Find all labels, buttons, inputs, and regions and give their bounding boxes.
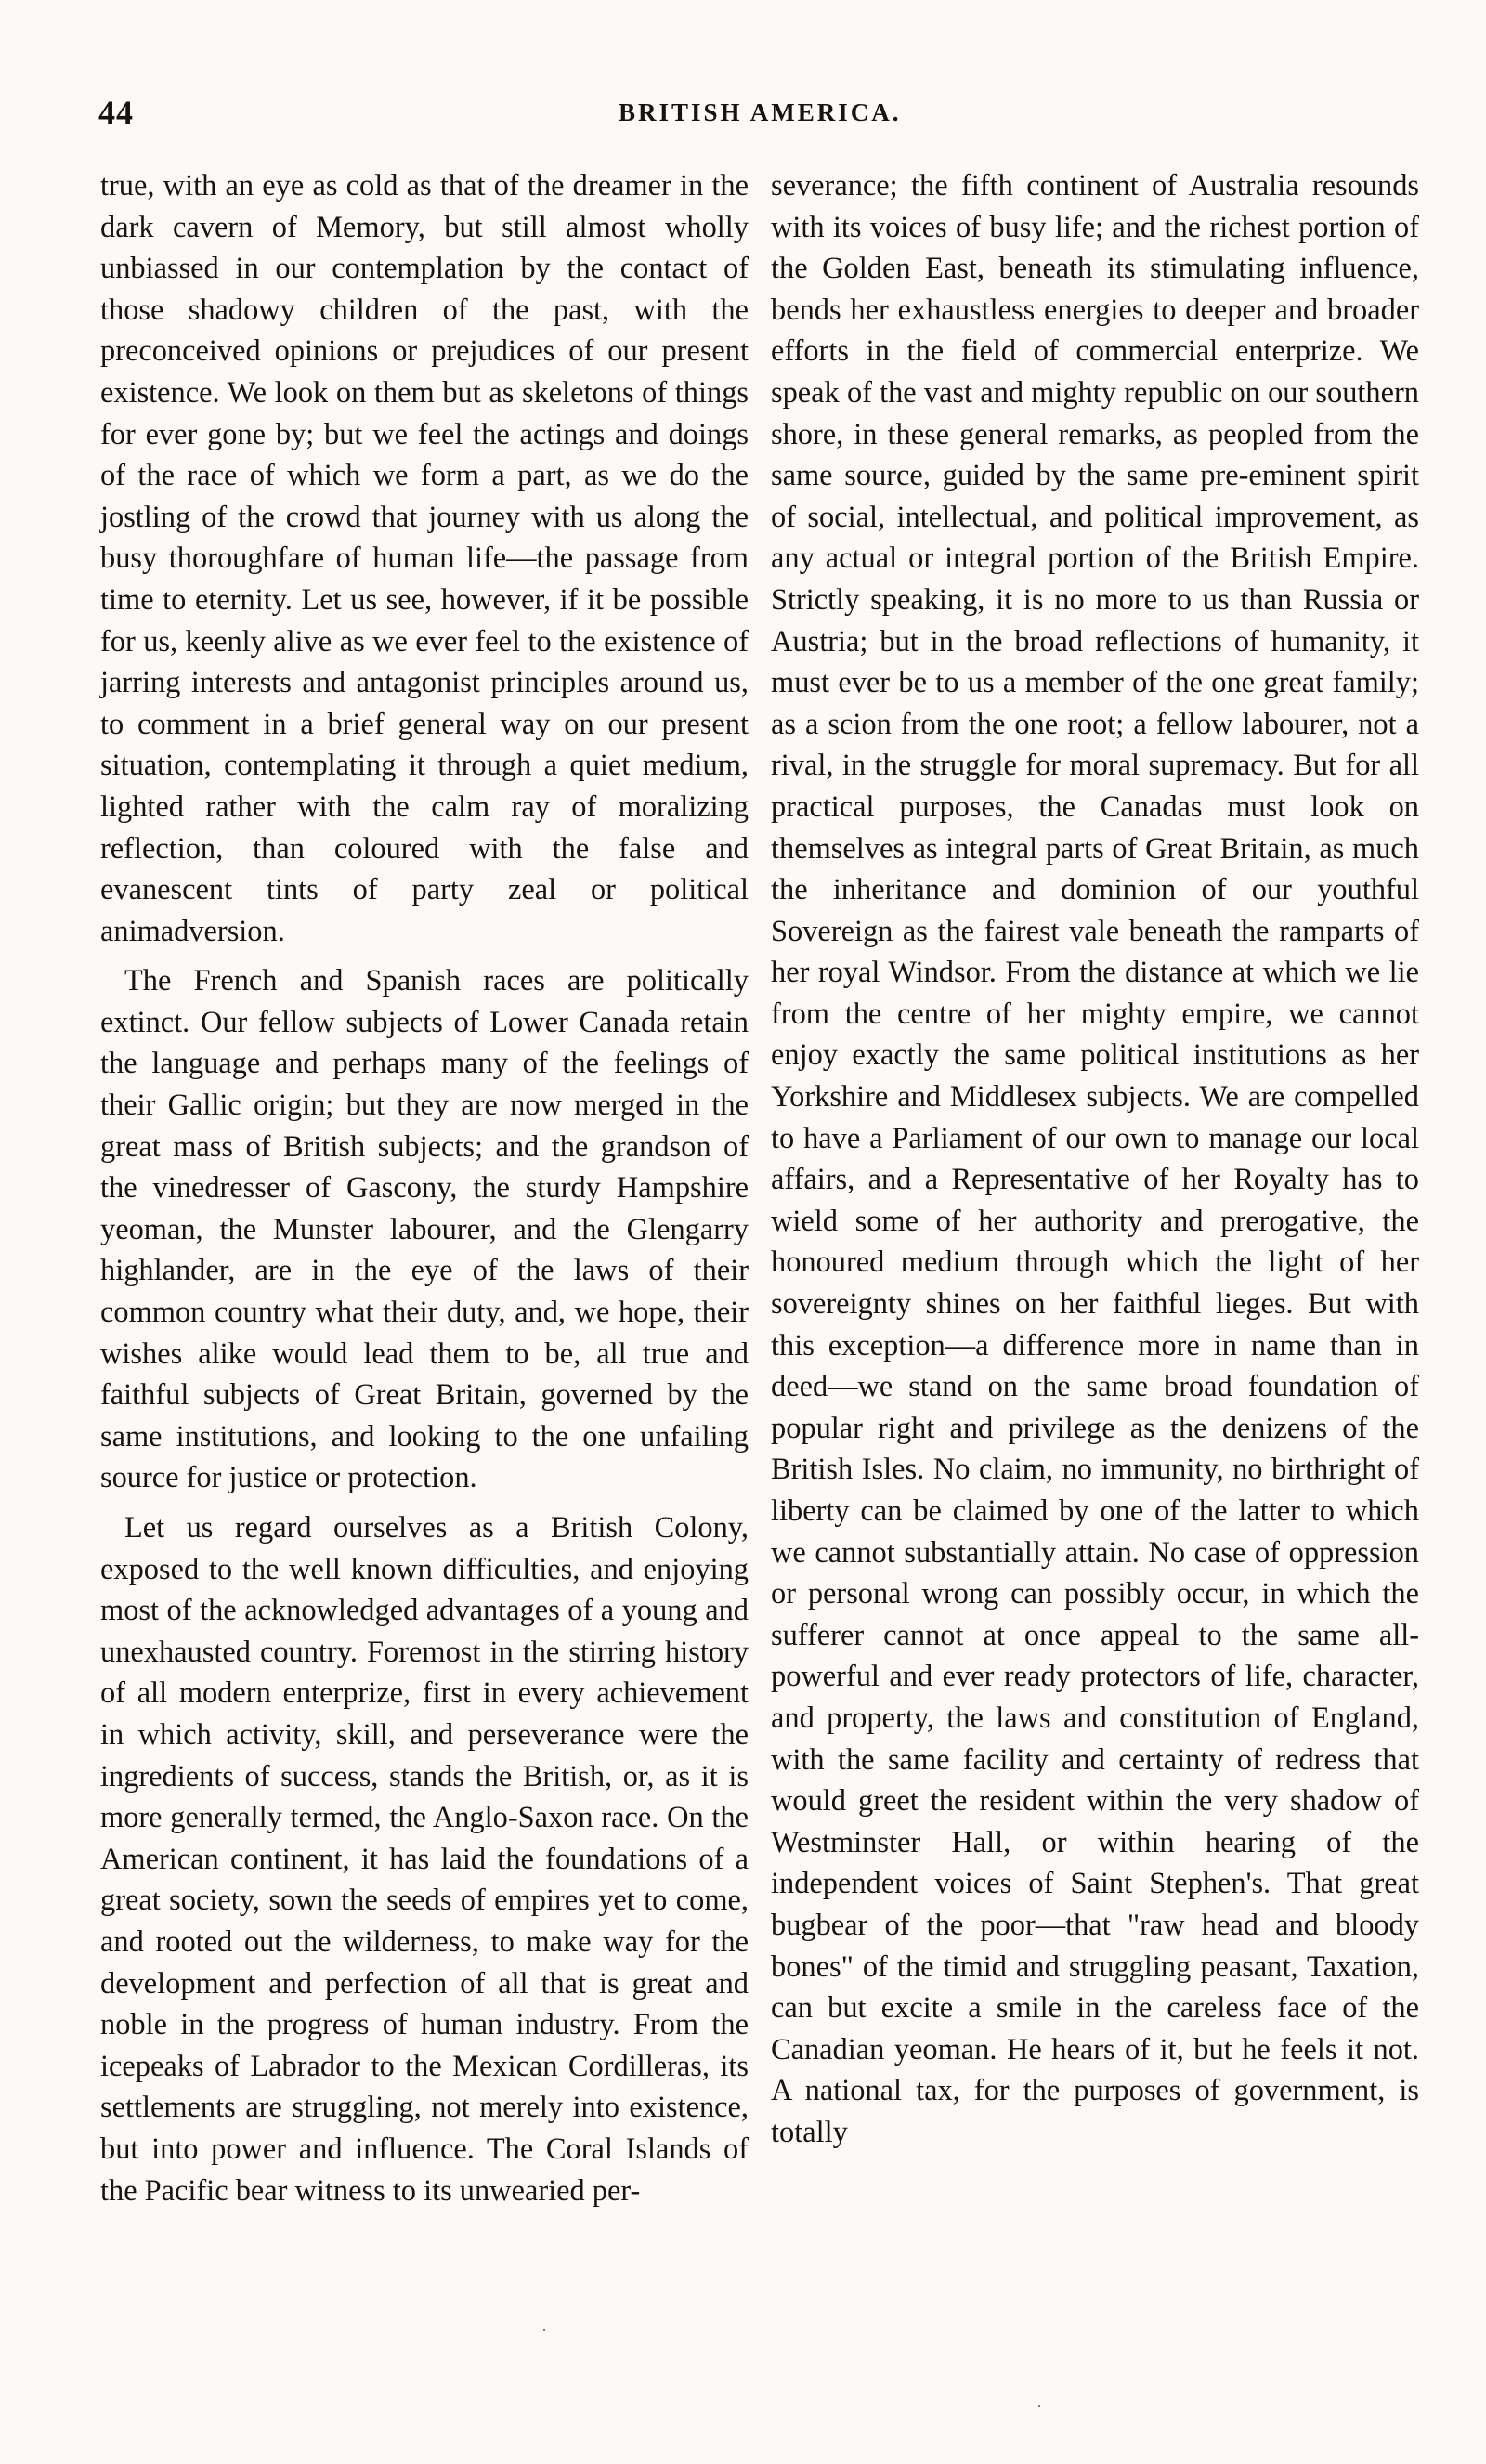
left-column bbox=[100, 165, 749, 2211]
right-paragraph-1: severance; the fifth continent of Australia resounds with its voices of busy life; and the richest portion of the Golden East, beneath its stimulating influence, bends her exhaustless energies to deeper and broader efforts in the field of commercial enterprize. We speak of the vast and mighty republic on our southern shore, in these general remarks, as peopled from the same source, guided by the same pre-eminent spirit of social, intellectual, and political improvement, as any actual or integral portion of the British Empire. Strictly speaking, it is no more to us than Russia or Austria; but in the broad reflections of humanity, it must ever be to us a member of the one great family; as a scion from the one root; a fellow labourer, not a rival, in the struggle for moral supremacy. But for all practical purposes, the Canadas must look on themselves as integral parts of Great Britain, as much the inheritance and dominion of our youthful Sovereign as the fairest vale beneath the ramparts of her royal Windsor. From the distance at which we lie from the centre of her mighty empire, we cannot enjoy exactly the same political institutions as her Yorkshire and Middlesex subjects. We are compelled to have a Parliament of our own to manage our local affairs, and a Representative of her Royalty has to wield some of her authority and prerogative, the honoured medium through which the light of her sovereignty shines on her faithful lieges. But with this exception—a difference more in name than in deed—we stand on the same broad foundation of popular right and privilege as the denizens of the British Isles. No claim, no immunity, no birthright of liberty can be claimed by one of the latter to which we cannot substantially attain. No case of oppression or personal wrong can possibly occur, in which the sufferer cannot at once appeal to the same all-powerful and ever ready protectors of life, character, and property, the laws and constitution of England, with the same facility and certainty of redress that would greet the resident within the very shadow of Westminster Hall, or within hearing of the independent voices of Saint Stephen's. That great bugbear of the poor—that "raw head and bloody bones" of the timid and struggling peasant, Taxation, can but excite a smile in the careless face of the Canadian yeoman. He hears of it, but he feels it not. A national tax, for the purposes of government, is totally bbox=[771, 169, 1419, 2149]
left-paragraph-2: The French and Spanish races are politically extinct. Our fellow subjects of Lower Canada retain the language and perhaps many of the feelings of their Gallic origin; but they are now merged in the great mass of British subjects; and the grandson of the vinedresser of Gascony, the sturdy Hampshire yeoman, the Munster labourer, and the Glengarry highlander, are in the eye of the laws of their common country what their duty, and, we hope, their wishes alike would lead them to be, all true and faithful subjects of Great Britain, governed by the same institutions, and looking to the one unfailing source for justice or protection. bbox=[100, 964, 749, 1495]
page-header bbox=[98, 93, 1408, 134]
running-head: BRITISH AMERICA. bbox=[619, 98, 902, 126]
print-speck bbox=[1038, 2405, 1040, 2407]
print-speck bbox=[543, 2329, 545, 2331]
page-number: 44 bbox=[98, 94, 134, 131]
left-paragraph-3: Let us regard ourselves as a British Colony, exposed to the well known difficulties, and enjoying most of the acknowledged advantages of a young and unexhausted country. Foremost in the stirring history of all modern enterprize, first in every achievement in which activity, skill, and perseverance were the ingredients of success, stands the British, or, as it is more generally termed, the Anglo-Saxon race. On the American continent, it has laid the foundations of a great society, sown the seeds of empires yet to come, and rooted out the wilderness, to make way for the development and perfection of all that is great and noble in the progress of human industry. From the icepeaks of Labrador to the Mexican Cordilleras, its settlements are struggling, not merely into existence, but into power and influence. The Coral Islands of the Pacific bear witness to its unwearied per- bbox=[100, 1511, 749, 2208]
right-column bbox=[771, 165, 1419, 2154]
left-paragraph-1: true, with an eye as cold as that of the dreamer in the dark cavern of Memory, but still almost wholly unbiassed in our contemplation by the contact of those shadowy children of the past, with the preconceived opinions or prejudices of our present existence. We look on them but as skeletons of things for ever gone by; but we feel the actings and doings of the race of which we form a part, as we do the jostling of the crowd that journey with us along the busy thoroughfare of human life—the passage from time to eternity. Let us see, however, if it be possible for us, keenly alive as we ever feel to the existence of jarring interests and antagonist principles around us, to comment in a brief general way on our present situation, contemplating it through a quiet medium, lighted rather with the calm ray of moralizing reflection, than coloured with the false and evanescent tints of party zeal or political animadversion. bbox=[100, 169, 749, 948]
